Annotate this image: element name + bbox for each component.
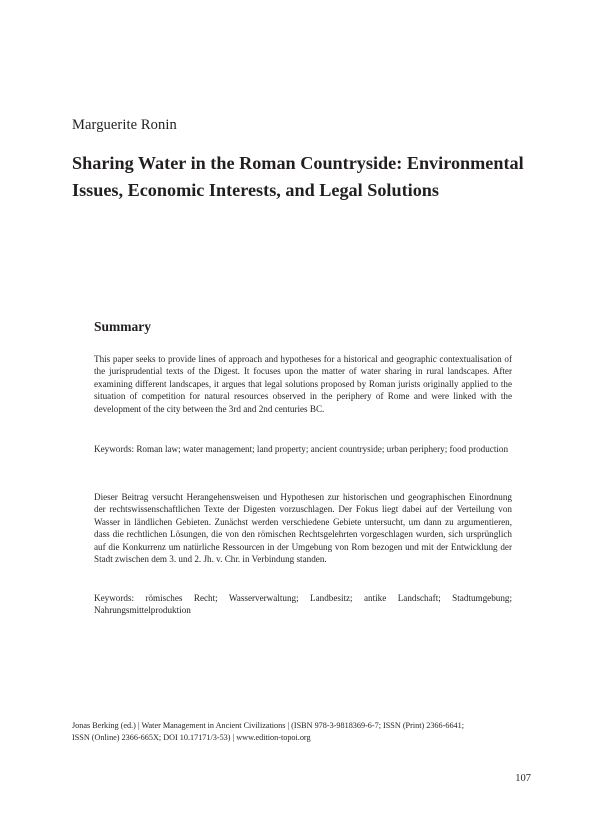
citation-footer: Jonas Berking (ed.) | Water Management in Ancient Civilizations | (ISBN 978-3-9818369-6-7; ISSN (Print) 2366-6641; ISSN (Online) 2366-665X; DOI 10.17171/3-53) | www.edition-topoi.org bbox=[72, 721, 464, 742]
german-abstract: Dieser Beitrag versucht Herangehensweisen und Hypothesen zur historischen und geographischen Einordnung der rechtswissenschaftlichen Texte der Digesten vorzuschlagen. Der Fokus liegt dabei auf der Verteilung von Wasser in ländlichen Gebieten. Zunächst werden verschiedene Gebiete untersucht, um dann zu argumentieren, dass die rechtlichen Lösungen, die von den römischen Rechtsgelehrten vorgeschlagen wurden, sich ursprünglich auf die Konkurrenz um natürliche Ressourcen in der Umgebung von Rom bezogen und mit der Entwicklung der Stadt zwischen dem 3. und 2. Jh. v. Chr. in Verbindung standen. bbox=[94, 492, 512, 565]
page-number: 107 bbox=[515, 773, 531, 784]
english-keywords: Keywords: Roman law; water management; land property; ancient countryside; urban periphery; food production bbox=[94, 444, 509, 454]
german-keywords: Keywords: römisches Recht; Wasserverwaltung; Landbesitz; antike Landschaft; Stadtumgebung; Nahrungsmittelproduktion bbox=[94, 593, 512, 616]
article-title: Sharing Water in the Roman Countryside: Environmental Issues, Economic Interests, and Legal Solutions bbox=[72, 153, 524, 200]
summary-heading: Summary bbox=[94, 319, 151, 334]
english-abstract: This paper seeks to provide lines of approach and hypotheses for a historical and geographic contextualisation of the jurisprudential texts of the Digest. It focuses upon the matter of water sharing in rural landscapes. After examining different landscapes, it argues that legal solutions proposed by Roman jurists originally applied to the situation of competition for natural resources observed in the periphery of Rome and were linked with the development of the city between the 3rd and 2nd centuries BC. bbox=[94, 354, 512, 414]
article-author: Marguerite Ronin bbox=[72, 117, 177, 133]
